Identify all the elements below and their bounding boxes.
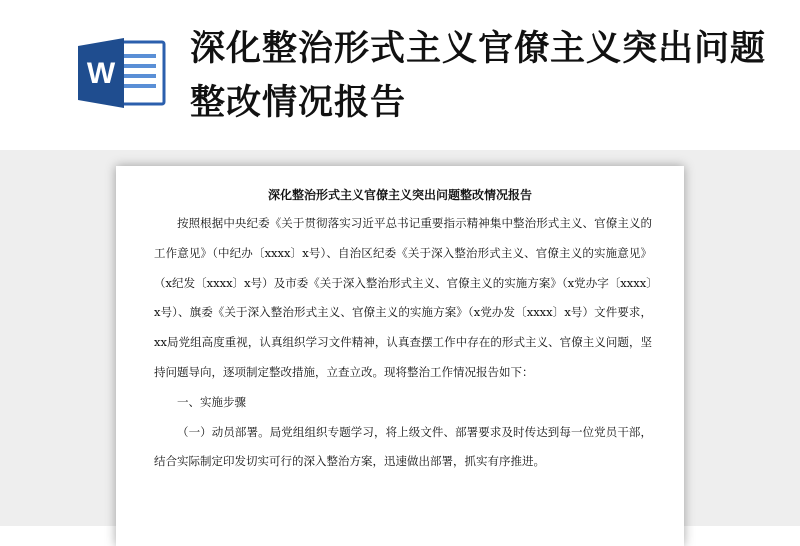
- paragraph-intro: 按照根据中央纪委《关于贯彻落实习近平总书记重要指示精神集中整治形式主义、官僚主义的工作意见》（中纪办〔xxxx〕x号）、自治区纪委《关于深入整治形式主义、官僚主义的实施意见》（x纪发〔xxxx〕x号）及市委《关于深入整治形式主义、官僚主义的实施方案》（x党办字〔xxxx〕x号）、旗委《关于深入整治形式主义、官僚主义的实施方案》（x党办发〔xxxx〕x号）文件要求，xx局党组高度重视，认真组织学习文件精神，认真查摆工作中存在的形式主义、官僚主义问题，坚持问题导向，逐项制定整改措施，立查立改。现将整治工作情况报告如下：: [154, 216, 652, 379]
- document-page: [116, 166, 684, 546]
- document-title: 深化整治形式主义官僚主义突出问题整改情况报告: [267, 188, 532, 202]
- page-title: 深化整治形式主义官僚主义突出问题整改情况报告: [190, 29, 767, 123]
- word-icon-letter: W: [86, 57, 116, 90]
- document-body: [154, 209, 652, 477]
- word-document-icon: [76, 36, 166, 110]
- paragraph-mobilization: （一）动员部署。局党组组织专题学习，将上级文件、部署要求及时传达到每一位党员干部，结合实际制定印发切实可行的深入整治方案，迅速做出部署，抓实有序推进。: [154, 424, 652, 469]
- header: [0, 0, 800, 150]
- section-heading: 一、实施步骤: [177, 394, 246, 409]
